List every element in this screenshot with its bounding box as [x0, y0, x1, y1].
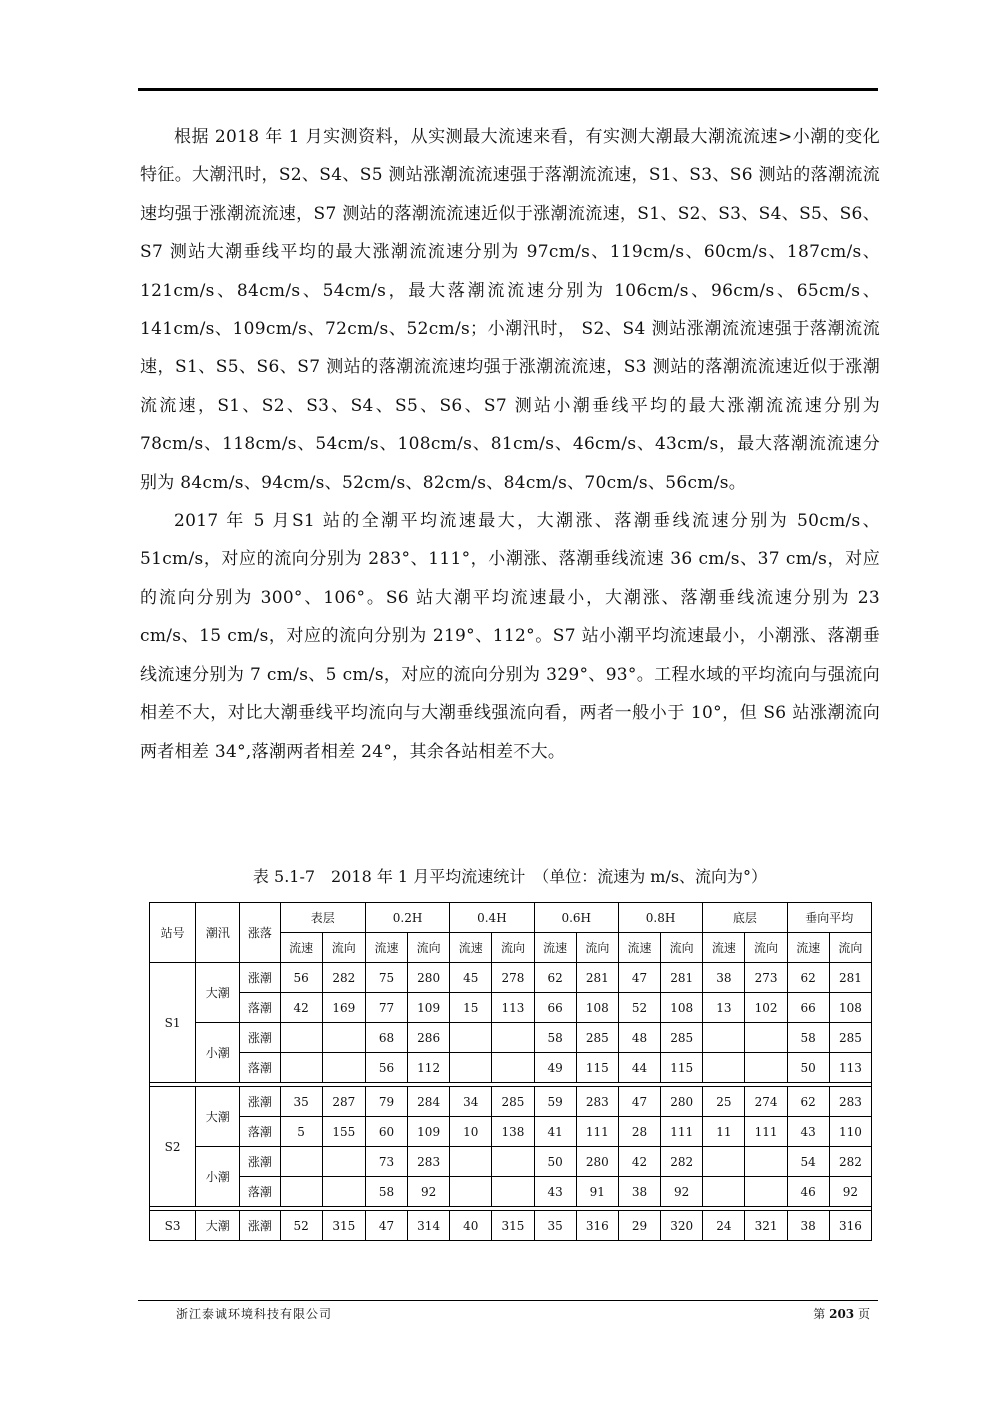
table-cell: 66 — [534, 993, 576, 1023]
table-cell: 115 — [661, 1053, 703, 1083]
table-cell: 314 — [408, 1211, 450, 1241]
header-speed: 流速 — [787, 933, 829, 963]
table-cell: 62 — [534, 963, 576, 993]
table-cell: 35 — [280, 1087, 322, 1117]
table-cell: 50 — [787, 1053, 829, 1083]
table-cell — [450, 1177, 492, 1207]
table-cell: 46 — [787, 1177, 829, 1207]
table-cell: 13 — [703, 993, 745, 1023]
table-cell: 15 — [450, 993, 492, 1023]
header-layer: 0.8H — [618, 903, 702, 933]
tide-cell: 大潮 — [196, 1211, 240, 1241]
table-body — [150, 963, 872, 1241]
table-cell: 115 — [576, 1053, 618, 1083]
table-cell — [450, 1023, 492, 1053]
phase-cell: 涨潮 — [240, 1211, 280, 1241]
table-cell: 25 — [703, 1087, 745, 1117]
table-cell: 283 — [408, 1147, 450, 1177]
station-cell: S1 — [150, 963, 196, 1083]
table-cell: 62 — [787, 1087, 829, 1117]
table-cell: 281 — [661, 963, 703, 993]
table-cell: 91 — [576, 1177, 618, 1207]
table-cell: 45 — [450, 963, 492, 993]
footer-page — [813, 1305, 870, 1322]
table-cell: 34 — [450, 1087, 492, 1117]
header-direction: 流向 — [576, 933, 618, 963]
header-layer: 表层 — [280, 903, 365, 933]
phase-cell: 涨潮 — [240, 963, 280, 993]
table-cell: 113 — [829, 1053, 871, 1083]
table-cell: 108 — [661, 993, 703, 1023]
table-cell — [492, 1177, 534, 1207]
table-cell — [745, 1177, 787, 1207]
table-cell: 92 — [408, 1177, 450, 1207]
table-row — [150, 1117, 872, 1147]
table-cell: 47 — [618, 1087, 660, 1117]
table-cell: 109 — [408, 993, 450, 1023]
table-cell: 282 — [829, 1147, 871, 1177]
table-cell: 66 — [787, 993, 829, 1023]
table-cell: 281 — [576, 963, 618, 993]
table-cell: 44 — [618, 1053, 660, 1083]
table-cell: 62 — [787, 963, 829, 993]
tide-cell: 大潮 — [196, 963, 240, 1023]
table-cell: 284 — [408, 1087, 450, 1117]
table-cell: 58 — [534, 1023, 576, 1053]
header-direction: 流向 — [745, 933, 787, 963]
table-cell: 282 — [661, 1147, 703, 1177]
table-cell: 321 — [745, 1211, 787, 1241]
table-cell: 38 — [787, 1211, 829, 1241]
table-row — [150, 1147, 872, 1177]
phase-cell: 涨潮 — [240, 1023, 280, 1053]
phase-cell: 落潮 — [240, 1117, 280, 1147]
table-cell — [450, 1147, 492, 1177]
header-speed: 流速 — [280, 933, 322, 963]
paragraph-1: 根据 2018 年 1 月实测资料，从实测最大流速来看，有实测大潮最大潮流流速>小潮的变化特征。大潮汛时，S2、S4、S5 测站涨潮流流速强于落潮流流速，S1、S3、S6 测站的落潮流流速均强于涨潮流流速，S7 测站的落潮流流速近似于涨潮流流速，S1、S2、S3、S4、S5、S6、S7 测站大潮垂线平均的最大涨潮流流速分别为 97cm/s、119cm/s、60cm/s、187cm/s、121cm/s、84cm/s、54cm/s，最大落潮流流速分别为 106cm/s、96cm/s、65cm/s、141cm/s、109cm/s、72cm/s、52cm/s；小潮汛时， S2、S4 测站涨潮流流速强于落潮流流速，S1、S5、S6、S7 测站的落潮流流速均强于涨潮流流速，S3 测站的落潮流流速近似于涨潮流流速，S1、S2、S3、S4、S5、S6、S7 测站小潮垂线平均的最大涨潮流流速分别为 78cm/s、118cm/s、54cm/s、108cm/s、81cm/s、46cm/s、43cm/s，最大落潮流流速分别为 84cm/s、94cm/s、52cm/s、82cm/s、84cm/s、70cm/s、56cm/s。 — [140, 127, 880, 493]
phase-cell: 涨潮 — [240, 1147, 280, 1177]
table-cell: 10 — [450, 1117, 492, 1147]
table-cell: 52 — [280, 1211, 322, 1241]
table-cell — [322, 1053, 365, 1083]
table-cell: 73 — [365, 1147, 407, 1177]
table-cell — [492, 1053, 534, 1083]
header-speed: 流速 — [450, 933, 492, 963]
table-cell: 56 — [280, 963, 322, 993]
table-cell: 52 — [618, 993, 660, 1023]
table-cell: 58 — [787, 1023, 829, 1053]
table-header — [150, 903, 872, 963]
header-speed: 流速 — [365, 933, 407, 963]
table-cell: 113 — [492, 993, 534, 1023]
body-text — [140, 118, 880, 771]
header-rule — [138, 88, 878, 91]
table-cell: 42 — [618, 1147, 660, 1177]
tide-cell: 大潮 — [196, 1087, 240, 1147]
table-cell: 40 — [450, 1211, 492, 1241]
header-station: 站号 — [150, 903, 196, 963]
table-cell: 92 — [829, 1177, 871, 1207]
table-cell — [745, 1053, 787, 1083]
table-cell — [492, 1023, 534, 1053]
phase-cell: 落潮 — [240, 993, 280, 1023]
table-cell: 111 — [745, 1117, 787, 1147]
table-cell: 316 — [576, 1211, 618, 1241]
table-cell: 274 — [745, 1087, 787, 1117]
table-cell: 285 — [661, 1023, 703, 1053]
table-cell: 286 — [408, 1023, 450, 1053]
table-cell: 49 — [534, 1053, 576, 1083]
phase-cell: 涨潮 — [240, 1087, 280, 1117]
table-row — [150, 1053, 872, 1083]
table-cell — [745, 1023, 787, 1053]
table-cell — [492, 1147, 534, 1177]
table-cell: 50 — [534, 1147, 576, 1177]
tide-cell: 小潮 — [196, 1023, 240, 1083]
footer-company: 浙江泰诚环境科技有限公司 — [176, 1307, 333, 1321]
table-cell: 316 — [829, 1211, 871, 1241]
table-cell: 280 — [576, 1147, 618, 1177]
table-cell: 109 — [408, 1117, 450, 1147]
table-row — [150, 1087, 872, 1117]
table-cell: 77 — [365, 993, 407, 1023]
header-layer: 0.6H — [534, 903, 618, 933]
table-cell: 108 — [829, 993, 871, 1023]
table-cell — [322, 1023, 365, 1053]
page-prefix: 第 — [813, 1307, 826, 1321]
table-cell: 42 — [280, 993, 322, 1023]
table-row — [150, 1211, 872, 1241]
table-cell — [322, 1147, 365, 1177]
table-cell: 315 — [492, 1211, 534, 1241]
header-layer: 0.2H — [365, 903, 449, 933]
header-layer: 底层 — [703, 903, 787, 933]
table-cell: 285 — [829, 1023, 871, 1053]
page-suffix: 页 — [857, 1307, 870, 1321]
table-cell: 56 — [365, 1053, 407, 1083]
table-cell: 43 — [534, 1177, 576, 1207]
table-cell: 24 — [703, 1211, 745, 1241]
table-cell: 41 — [534, 1117, 576, 1147]
table-cell — [280, 1023, 322, 1053]
table-row — [150, 1023, 872, 1053]
table-cell: 108 — [576, 993, 618, 1023]
table-cell: 28 — [618, 1117, 660, 1147]
table-cell: 47 — [365, 1211, 407, 1241]
table-cell: 273 — [745, 963, 787, 993]
table-cell: 59 — [534, 1087, 576, 1117]
table-cell — [703, 1053, 745, 1083]
paragraph-2: 2017 年 5 月S1 站的全潮平均流速最大，大潮涨、落潮垂线流速分别为 50cm/s、51cm/s，对应的流向分别为 283°、111°，小潮涨、落潮垂线流速 36 cm/s、37 cm/s，对应的流向分别为 300°、106°。S6 站大潮平均流速最小，大潮涨、落潮垂线流速分别为 23 cm/s、15 cm/s，对应的流向分别为 219°、112°。S7 站小潮平均流速最小，小潮涨、落潮垂线流速分别为 7 cm/s、5 cm/s，对应的流向分别为 329°、93°。工程水域的平均流向与强流向相差不大，对比大潮垂线平均流向与大潮垂线强流向看，两者一般小于 10°，但 S6 站涨潮流向两者相差 34°,落潮两者相差 24°，其余各站相差不大。 — [140, 511, 880, 762]
table-cell: 35 — [534, 1211, 576, 1241]
table-cell: 320 — [661, 1211, 703, 1241]
table-cell: 282 — [322, 963, 365, 993]
table-cell: 111 — [576, 1117, 618, 1147]
table-cell — [280, 1177, 322, 1207]
header-layer: 垂向平均 — [787, 903, 871, 933]
header-direction: 流向 — [408, 933, 450, 963]
table-cell: 155 — [322, 1117, 365, 1147]
phase-cell: 落潮 — [240, 1053, 280, 1083]
table-cell: 11 — [703, 1117, 745, 1147]
table-cell — [322, 1177, 365, 1207]
table-cell — [450, 1053, 492, 1083]
page-number: 203 — [829, 1307, 855, 1321]
table-cell: 102 — [745, 993, 787, 1023]
table-cell: 111 — [661, 1117, 703, 1147]
table-cell: 54 — [787, 1147, 829, 1177]
table-caption: 表 5.1-7 2018 年 1 月平均流速统计 （单位：流速为 m/s、流向为°） — [252, 867, 768, 886]
table-cell: 280 — [408, 963, 450, 993]
table-cell: 38 — [703, 963, 745, 993]
table-cell: 38 — [618, 1177, 660, 1207]
header-speed: 流速 — [703, 933, 745, 963]
table-cell: 283 — [576, 1087, 618, 1117]
header-tide: 潮汛 — [196, 903, 240, 963]
table-cell: 79 — [365, 1087, 407, 1117]
table-cell: 315 — [322, 1211, 365, 1241]
table-cell: 5 — [280, 1117, 322, 1147]
table-cell: 112 — [408, 1053, 450, 1083]
table-cell — [280, 1147, 322, 1177]
header-direction: 流向 — [829, 933, 871, 963]
header-speed: 流速 — [618, 933, 660, 963]
table-cell — [703, 1023, 745, 1053]
header-direction: 流向 — [661, 933, 703, 963]
phase-cell: 落潮 — [240, 1177, 280, 1207]
header-direction: 流向 — [492, 933, 534, 963]
table-cell: 60 — [365, 1117, 407, 1147]
table-row — [150, 963, 872, 993]
table-cell: 138 — [492, 1117, 534, 1147]
footer-rule — [138, 1300, 878, 1301]
table-cell: 283 — [829, 1087, 871, 1117]
table-cell: 58 — [365, 1177, 407, 1207]
table-cell: 278 — [492, 963, 534, 993]
table-cell: 169 — [322, 993, 365, 1023]
table-cell: 280 — [661, 1087, 703, 1117]
table-cell: 285 — [576, 1023, 618, 1053]
table-cell: 110 — [829, 1117, 871, 1147]
table-cell: 47 — [618, 963, 660, 993]
header-layer: 0.4H — [450, 903, 534, 933]
table-cell: 92 — [661, 1177, 703, 1207]
table-cell: 29 — [618, 1211, 660, 1241]
table-cell: 75 — [365, 963, 407, 993]
table-cell: 281 — [829, 963, 871, 993]
table-cell: 48 — [618, 1023, 660, 1053]
table-cell — [745, 1147, 787, 1177]
table-cell — [280, 1053, 322, 1083]
header-speed: 流速 — [534, 933, 576, 963]
table-cell: 43 — [787, 1117, 829, 1147]
table-cell — [703, 1177, 745, 1207]
header-phase: 涨落 — [240, 903, 280, 963]
table-cell: 285 — [492, 1087, 534, 1117]
table-row — [150, 993, 872, 1023]
table-cell: 68 — [365, 1023, 407, 1053]
table-cell — [703, 1147, 745, 1177]
table-cell: 287 — [322, 1087, 365, 1117]
station-cell: S3 — [150, 1211, 196, 1241]
flow-speed-table — [149, 902, 872, 1241]
station-cell: S2 — [150, 1087, 196, 1207]
tide-cell: 小潮 — [196, 1147, 240, 1207]
table-row — [150, 1177, 872, 1207]
header-direction: 流向 — [322, 933, 365, 963]
